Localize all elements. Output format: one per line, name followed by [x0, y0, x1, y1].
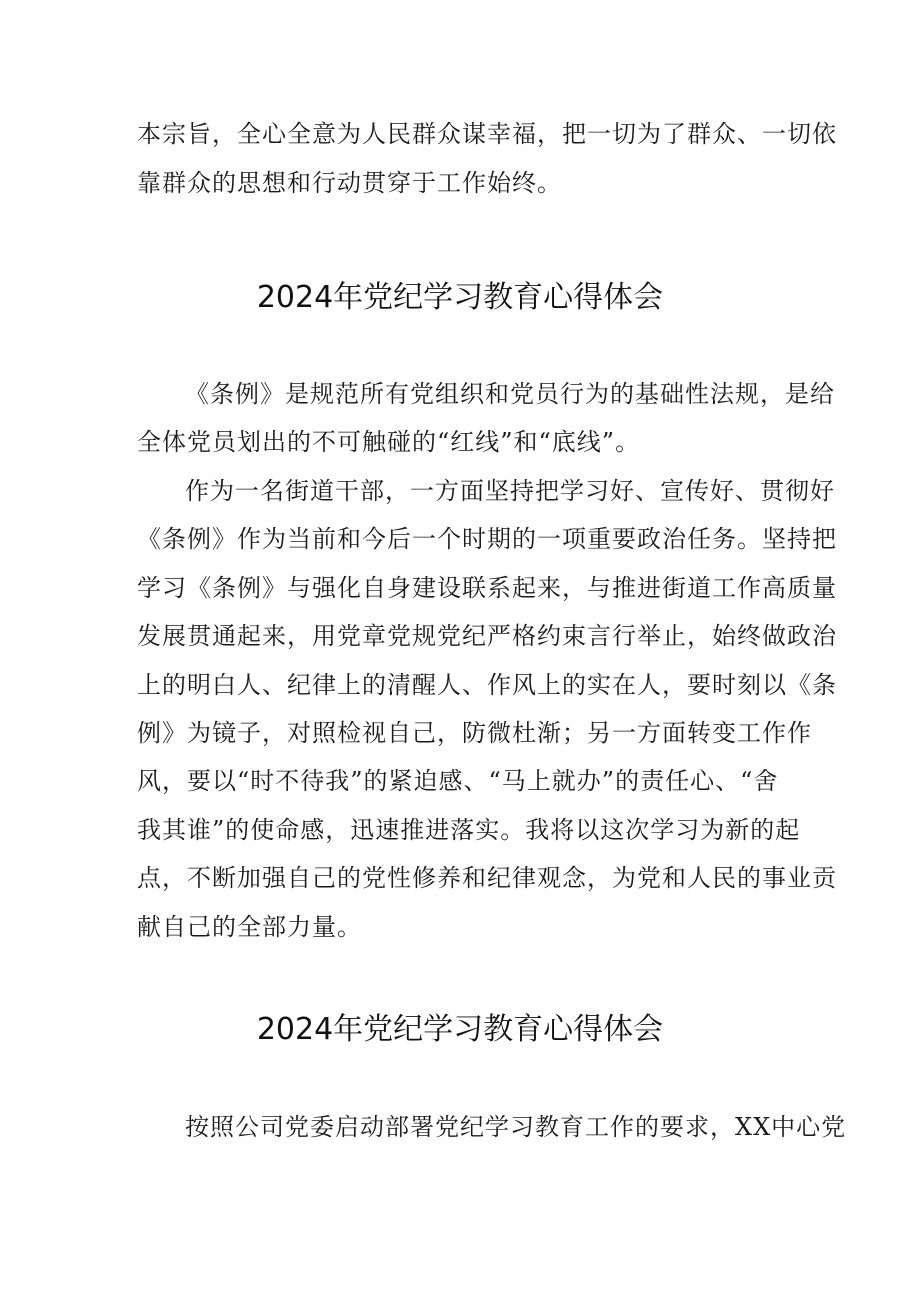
paragraph-line: 全体党员划出的不可触碰的“红线”和“底线”。: [137, 428, 641, 456]
paragraph-line: 点，不断加强自己的党性修养和纪律观念，为党和人民的事业贡: [137, 864, 837, 892]
intro-line: 靠群众的思想和行动贯穿于工作始终。: [137, 169, 562, 197]
paragraph-line: 我其谁”的使命感，迅速推进落实。我将以这次学习为新的起: [137, 816, 801, 844]
paragraph-line: 上的明白人、纪律上的清醒人、作风上的实在人，要时刻以《条: [137, 671, 837, 699]
paragraph-line: 学习《条例》与强化自身建设联系起来，与推进街道工作高质量: [137, 574, 837, 602]
paragraph-line: 按照公司党委启动部署党纪学习教育工作的要求，XX中心党: [185, 1113, 847, 1141]
paragraph-line: 《条例》是规范所有党组织和党员行为的基础性法规，是给: [185, 380, 835, 408]
paragraph-line: 例》为镜子，对照检视自己，防微杜渐；另一方面转变工作作: [137, 719, 812, 747]
paragraph-line: 献自己的全部力量。: [137, 913, 362, 941]
paragraph-line: 风，要以“时不待我”的紧迫感、“马上就办”的责任心、“舍: [137, 767, 779, 795]
paragraph-line: 作为一名街道干部，一方面坚持把学习好、宣传好、贯彻好: [185, 477, 835, 505]
paragraph-line: 发展贯通起来，用党章党规党纪严格约束言行举止，始终做政治: [137, 622, 837, 650]
section-title: 2024年党纪学习教育心得体会: [256, 280, 664, 315]
intro-line: 本宗旨，全心全意为人民群众谋幸福，把一切为了群众、一切依: [137, 120, 837, 148]
section-title: 2024年党纪学习教育心得体会: [256, 1012, 664, 1047]
paragraph-line: 《条例》作为当前和今后一个时期的一项重要政治任务。坚持把: [137, 525, 837, 553]
